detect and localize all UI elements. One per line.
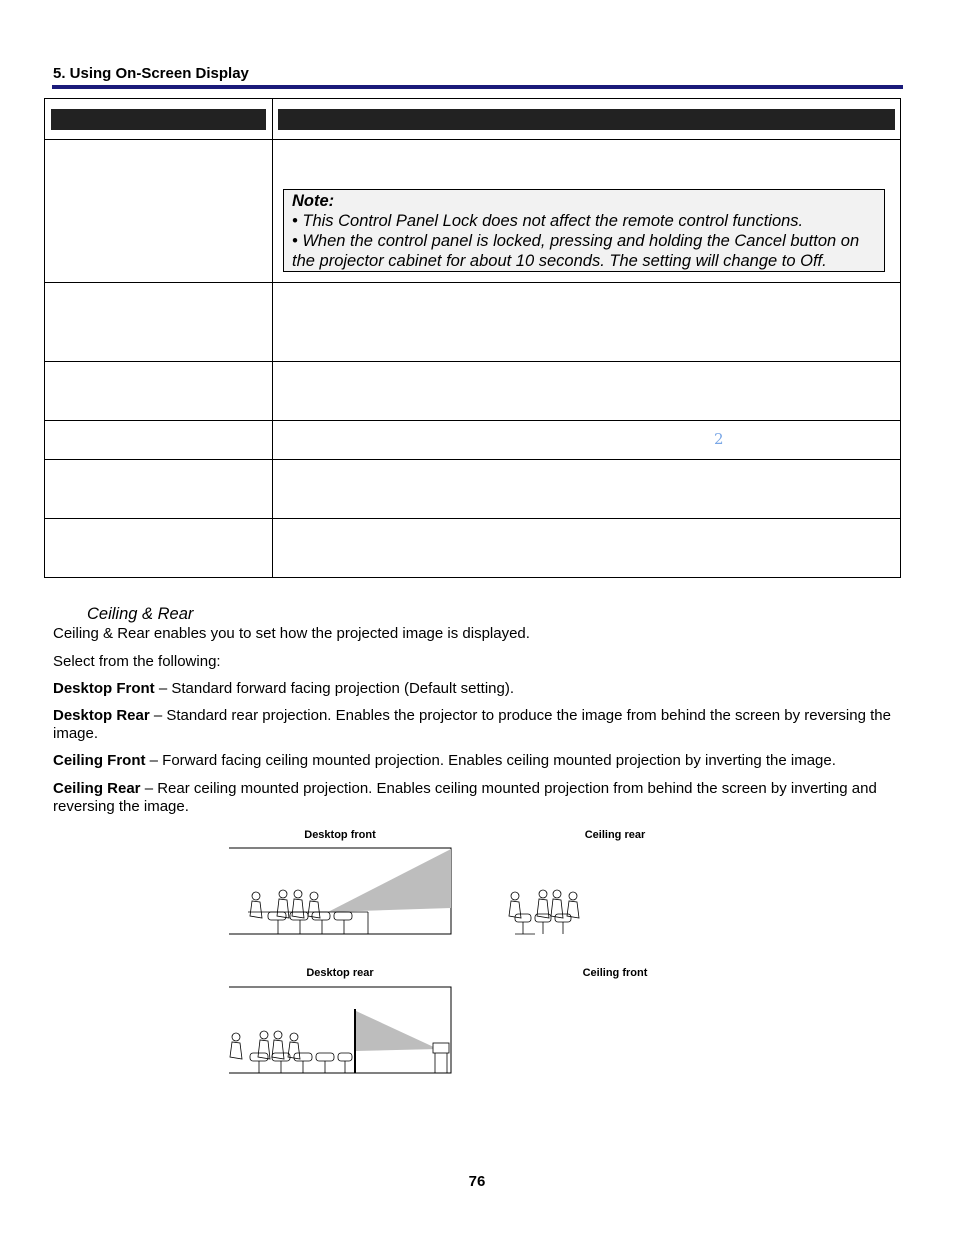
table-header-right — [278, 109, 895, 130]
page-number: 76 — [468, 1173, 486, 1190]
title-rule — [52, 85, 903, 89]
table-header-left — [51, 109, 266, 130]
caption-ceiling-front: Ceiling front — [582, 967, 648, 979]
desktop-rear-illustration — [228, 985, 454, 1077]
row-divider — [45, 282, 900, 283]
option-term: Ceiling Front — [53, 752, 146, 769]
option-desc: – Standard forward facing projection (Default setting). — [154, 680, 515, 697]
desktop-front-illustration — [228, 846, 454, 936]
ceiling-rear-illustration — [505, 888, 587, 936]
caption-ceiling-rear: Ceiling rear — [584, 829, 646, 841]
ceiling-rear-heading: Ceiling & Rear — [87, 605, 194, 623]
projection-beam — [356, 1011, 438, 1051]
intro-paragraph: Ceiling & Rear enables you to set how the projected image is displayed. — [53, 625, 530, 642]
section-title: 5. Using On-Screen Display — [53, 65, 249, 82]
option-ceiling-rear — [53, 780, 903, 816]
note-title: Note: — [292, 192, 335, 210]
note-box — [283, 189, 885, 272]
room-outline — [229, 987, 451, 1073]
row-divider — [45, 459, 900, 460]
column-divider — [272, 99, 273, 577]
caption-desktop-front: Desktop front — [304, 829, 376, 841]
row-divider — [45, 518, 900, 519]
option-ceiling-front — [53, 752, 903, 770]
row-divider — [45, 420, 900, 421]
option-term: Ceiling Rear — [53, 780, 141, 797]
note-line: • When the control panel is locked, pressing and holding the Cancel button on the projector cabinet for about 10 seconds. The setting will change to Off. — [292, 232, 860, 270]
audience-figures — [248, 890, 368, 934]
audience-figures — [509, 890, 579, 934]
option-desktop-front — [53, 680, 903, 698]
option-term: Desktop Front — [53, 680, 155, 697]
row-divider — [45, 139, 900, 140]
settings-table — [44, 98, 901, 578]
projection-beam — [328, 849, 451, 912]
option-desc: – Forward facing ceiling mounted projection. Enables ceiling mounted projection by inverting the image. — [145, 752, 836, 769]
projector-unit — [433, 1043, 449, 1053]
option-desc: – Standard rear projection. Enables the projector to produce the image from behind the screen by reversing the image. — [53, 707, 891, 742]
option-desktop-rear — [53, 707, 903, 743]
note-line: • This Control Panel Lock does not affect the remote control functions. — [292, 212, 804, 230]
audience-figures — [230, 1031, 352, 1073]
caption-desktop-rear: Desktop rear — [306, 967, 374, 979]
option-term: Desktop Rear — [53, 707, 150, 724]
stray-digit: 2 — [714, 430, 724, 448]
option-desc: – Rear ceiling mounted projection. Enables ceiling mounted projection from behind the screen by inverting and reversing the image. — [53, 780, 877, 815]
row-divider — [45, 361, 900, 362]
select-paragraph: Select from the following: — [53, 653, 221, 670]
